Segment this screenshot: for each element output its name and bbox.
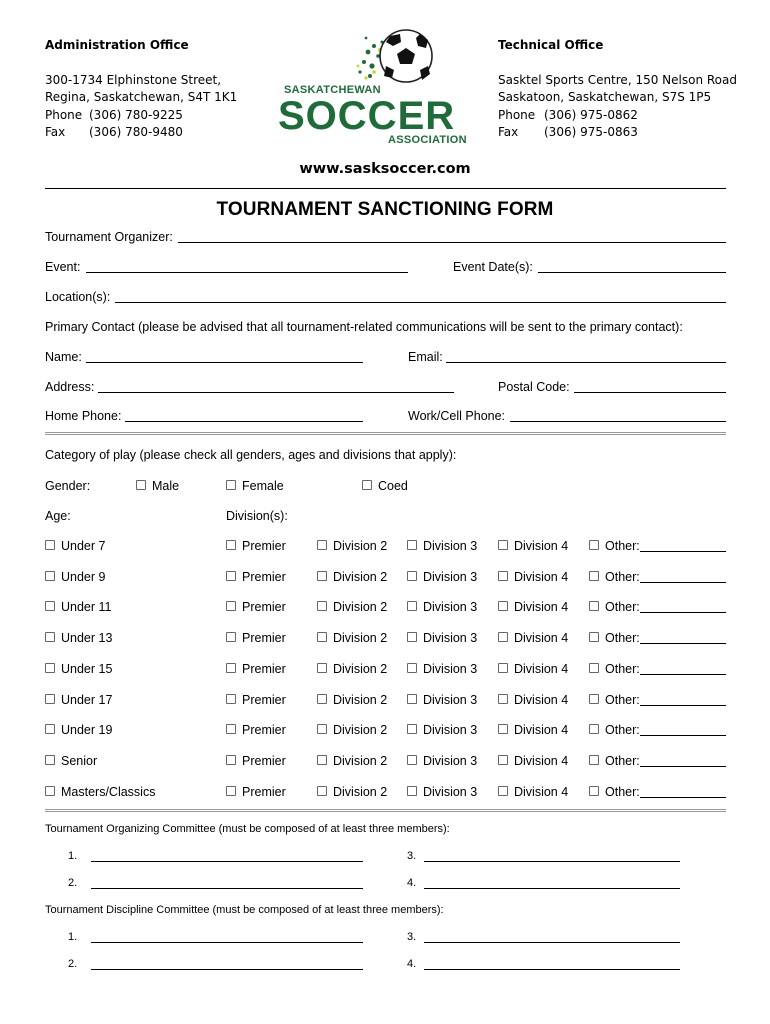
name-field[interactable] <box>86 362 363 363</box>
division-option[interactable] <box>317 570 387 584</box>
checkbox-icon[interactable] <box>45 786 55 796</box>
header-divider <box>45 188 726 189</box>
admin-office-title: Administration Office <box>45 38 189 52</box>
division-option[interactable] <box>317 693 387 707</box>
division-option-label: Division 4 <box>514 753 569 768</box>
association-logo <box>270 26 470 150</box>
checkbox-icon[interactable] <box>498 540 508 550</box>
division-option[interactable] <box>407 754 477 768</box>
checkbox-icon[interactable] <box>498 786 508 796</box>
division-option[interactable] <box>498 539 568 553</box>
division-option-label: Division 2 <box>333 661 388 676</box>
division-option[interactable] <box>407 570 477 584</box>
tech-address-line1: Sasktel Sports Centre, 150 Nelson Road <box>498 72 737 87</box>
checkbox-icon[interactable] <box>317 632 327 642</box>
checkbox-icon[interactable] <box>226 540 236 550</box>
division-option-label: Division 4 <box>514 784 569 799</box>
division-option[interactable] <box>226 785 286 799</box>
checkbox-icon[interactable] <box>589 724 599 734</box>
division-option-label: Premier <box>242 600 286 615</box>
division-option[interactable] <box>589 600 640 614</box>
division-option[interactable] <box>226 662 286 676</box>
division-option-label: Other: <box>605 753 640 768</box>
age-label: Age: <box>45 509 71 523</box>
gender-female-option[interactable] <box>226 479 284 493</box>
age-option[interactable] <box>45 631 112 645</box>
checkbox-icon[interactable] <box>226 632 236 642</box>
checkbox-icon[interactable] <box>498 724 508 734</box>
logo-bottom-text: ASSOCIATION <box>388 134 467 146</box>
member-number: 4. <box>407 877 417 889</box>
organizing-committee-label: Tournament Organizing Committee (must be composed of at least three members): <box>45 823 450 835</box>
division-option[interactable] <box>407 785 477 799</box>
primary-contact-label: Primary Contact (please be advised that all tournament-related communications will be sent to the primary contact): <box>45 320 683 334</box>
division-option-label: Other: <box>605 692 640 707</box>
age-option-label: Masters/Classics <box>61 784 156 799</box>
checkbox-icon[interactable] <box>45 755 55 765</box>
division-option-label: Division 3 <box>423 692 478 707</box>
section-divider <box>45 809 726 812</box>
division-option[interactable] <box>498 570 568 584</box>
checkbox-icon[interactable] <box>589 632 599 642</box>
division-option[interactable] <box>589 631 640 645</box>
organizer-field[interactable] <box>178 242 726 243</box>
work-phone-field[interactable] <box>510 421 726 422</box>
checkbox-icon[interactable] <box>407 571 417 581</box>
section-divider <box>45 432 726 435</box>
division-option[interactable] <box>589 723 640 737</box>
checkbox-icon[interactable] <box>226 786 236 796</box>
member-number: 2. <box>68 877 78 889</box>
division-option[interactable] <box>498 693 568 707</box>
division-option[interactable] <box>498 723 568 737</box>
organizer-label: Tournament Organizer: <box>45 230 173 244</box>
division-option-label: Premier <box>242 723 286 738</box>
division-option[interactable] <box>407 693 477 707</box>
checkbox-icon[interactable] <box>226 755 236 765</box>
other-division-field[interactable] <box>640 582 726 583</box>
tech-fax: (306) 975-0863 <box>544 125 638 139</box>
website-link[interactable]: www.sasksoccer.com <box>299 161 471 177</box>
division-option[interactable] <box>317 631 387 645</box>
checkbox-icon[interactable] <box>317 663 327 673</box>
admin-fax-label: Fax <box>45 125 66 139</box>
name-label: Name: <box>45 350 82 364</box>
checkbox-icon[interactable] <box>498 632 508 642</box>
age-option-label: Senior <box>61 753 98 768</box>
admin-address-line2: Regina, Saskatchewan, S4T 1K1 <box>45 90 238 104</box>
checkbox-icon[interactable] <box>498 755 508 765</box>
email-label: Email: <box>408 350 443 364</box>
division-option[interactable] <box>498 631 568 645</box>
other-division-field[interactable] <box>640 643 726 644</box>
division-option[interactable] <box>407 631 477 645</box>
admin-phone-label: Phone <box>45 107 83 122</box>
checkbox-icon[interactable] <box>589 571 599 581</box>
other-division-field[interactable] <box>640 797 726 798</box>
division-option[interactable] <box>317 785 387 799</box>
division-label: Division(s): <box>226 509 288 523</box>
division-option-label: Division 3 <box>423 723 478 738</box>
division-option[interactable] <box>317 662 387 676</box>
checkbox-icon[interactable] <box>317 571 327 581</box>
division-option-label: Division 3 <box>423 661 478 676</box>
division-option-label: Division 2 <box>333 569 388 584</box>
division-option-label: Division 4 <box>514 569 569 584</box>
checkbox-icon[interactable] <box>226 724 236 734</box>
division-option[interactable] <box>589 662 640 676</box>
division-option-label: Other: <box>605 784 640 799</box>
division-option[interactable] <box>589 570 640 584</box>
home-phone-label: Home Phone: <box>45 409 122 423</box>
age-option[interactable] <box>45 723 112 737</box>
division-option-label: Premier <box>242 539 286 553</box>
checkbox-icon[interactable] <box>498 663 508 673</box>
age-option[interactable] <box>45 662 112 676</box>
division-option-label: Division 4 <box>514 723 569 738</box>
admin-office <box>45 37 237 142</box>
division-option-label: Other: <box>605 661 640 676</box>
checkbox-icon[interactable] <box>226 480 236 490</box>
division-option-label: Division 4 <box>514 631 569 646</box>
member-name-field[interactable] <box>91 861 363 862</box>
division-option-label: Division 2 <box>333 600 388 615</box>
checkbox-icon[interactable] <box>589 601 599 611</box>
checkbox-icon[interactable] <box>226 601 236 611</box>
checkbox-icon[interactable] <box>498 694 508 704</box>
division-option-label: Division 3 <box>423 600 478 615</box>
division-option-label: Division 3 <box>423 569 478 584</box>
division-option[interactable] <box>589 785 640 799</box>
locations-field[interactable] <box>115 302 726 303</box>
member-name-field[interactable] <box>424 969 680 970</box>
division-option-label: Division 2 <box>333 723 388 738</box>
division-option-label: Premier <box>242 661 286 676</box>
division-option[interactable] <box>226 600 286 614</box>
age-option[interactable] <box>45 693 112 707</box>
division-option[interactable] <box>226 570 286 584</box>
division-option-label: Division 3 <box>423 784 478 799</box>
division-option-label: Division 3 <box>423 631 478 646</box>
tech-address-line2: Saskatoon, Saskatchewan, S7S 1P5 <box>498 90 712 104</box>
checkbox-icon[interactable] <box>45 724 55 734</box>
gender-coed-label: Coed <box>378 479 408 493</box>
checkbox-icon[interactable] <box>407 601 417 611</box>
postal-code-field[interactable] <box>574 392 726 393</box>
checkbox-icon[interactable] <box>45 601 55 611</box>
checkbox-icon[interactable] <box>498 571 508 581</box>
division-option-label: Division 2 <box>333 692 388 707</box>
checkbox-icon[interactable] <box>407 786 417 796</box>
checkbox-icon[interactable] <box>317 601 327 611</box>
division-option-label: Premier <box>242 631 286 646</box>
locations-label: Location(s): <box>45 290 111 304</box>
member-name-field[interactable] <box>424 888 680 889</box>
division-option[interactable] <box>589 754 640 768</box>
checkbox-icon[interactable] <box>226 694 236 704</box>
member-name-field[interactable] <box>424 861 680 862</box>
division-option-label: Division 2 <box>333 753 388 768</box>
division-option-label: Division 4 <box>514 600 569 615</box>
division-option-label: Other: <box>605 631 640 646</box>
division-option[interactable] <box>589 539 640 553</box>
member-number: 1. <box>68 931 78 943</box>
division-option-label: Division 2 <box>333 631 388 646</box>
division-option[interactable] <box>407 662 477 676</box>
age-option[interactable] <box>45 785 155 799</box>
division-option[interactable] <box>226 693 286 707</box>
discipline-committee-label: Tournament Discipline Committee (must be composed of at least three members): <box>45 904 444 916</box>
tech-phone: (306) 975-0862 <box>544 107 638 122</box>
division-option-label: Other: <box>605 539 640 553</box>
division-option[interactable] <box>317 539 387 553</box>
division-option[interactable] <box>407 723 477 737</box>
checkbox-icon[interactable] <box>589 786 599 796</box>
member-number: 2. <box>68 958 78 970</box>
address-field[interactable] <box>98 392 454 393</box>
checkbox-icon[interactable] <box>362 480 372 490</box>
division-option[interactable] <box>226 754 286 768</box>
division-option[interactable] <box>317 600 387 614</box>
address-label: Address: <box>45 380 95 394</box>
checkbox-icon[interactable] <box>45 663 55 673</box>
checkbox-icon[interactable] <box>136 480 146 490</box>
tech-phone-label: Phone <box>498 107 536 122</box>
other-division-field[interactable] <box>640 674 726 675</box>
category-intro: Category of play (please check all genders, ages and divisions that apply): <box>45 448 457 462</box>
checkbox-icon[interactable] <box>407 540 417 550</box>
age-option-label: Under 17 <box>61 692 113 707</box>
age-option-label: Under 9 <box>61 569 106 584</box>
checkbox-icon[interactable] <box>407 694 417 704</box>
work-phone-label: Work/Cell Phone: <box>408 409 506 423</box>
age-option[interactable] <box>45 570 105 584</box>
division-option-label: Other: <box>605 600 640 615</box>
gender-label: Gender: <box>45 479 91 493</box>
checkbox-icon[interactable] <box>589 694 599 704</box>
division-option-label: Division 2 <box>333 784 388 799</box>
gender-female-label: Female <box>242 479 284 493</box>
member-number: 1. <box>68 850 78 862</box>
division-option[interactable] <box>407 600 477 614</box>
division-option[interactable] <box>226 723 286 737</box>
admin-phone: (306) 780-9225 <box>89 107 183 122</box>
division-option-label: Division 3 <box>423 753 478 768</box>
checkbox-icon[interactable] <box>407 663 417 673</box>
checkbox-icon[interactable] <box>317 694 327 704</box>
gender-coed-option[interactable] <box>362 479 408 493</box>
admin-address-line1: 300-1734 Elphinstone Street, <box>45 72 222 87</box>
member-number: 3. <box>407 850 417 862</box>
checkbox-icon[interactable] <box>589 755 599 765</box>
age-option-label: Under 19 <box>61 723 113 738</box>
checkbox-icon[interactable] <box>407 724 417 734</box>
gender-male-option[interactable] <box>136 479 179 493</box>
division-option-label: Division 4 <box>514 539 569 553</box>
tech-fax-label: Fax <box>498 125 519 139</box>
checkbox-icon[interactable] <box>45 632 55 642</box>
division-option-label: Division 4 <box>514 692 569 707</box>
checkbox-icon[interactable] <box>45 571 55 581</box>
home-phone-field[interactable] <box>125 421 363 422</box>
checkbox-icon[interactable] <box>45 694 55 704</box>
division-option-label: Other: <box>605 569 640 584</box>
logo-top-text: SASKATCHEWAN <box>284 84 381 96</box>
checkbox-icon[interactable] <box>226 571 236 581</box>
checkbox-icon[interactable] <box>407 632 417 642</box>
checkbox-icon[interactable] <box>317 755 327 765</box>
form-title: TOURNAMENT SANCTIONING FORM <box>216 199 554 220</box>
event-field[interactable] <box>86 272 408 273</box>
division-option[interactable] <box>407 539 477 553</box>
checkbox-icon[interactable] <box>45 540 55 550</box>
division-option-label: Premier <box>242 753 286 768</box>
division-option[interactable] <box>317 754 387 768</box>
checkbox-icon[interactable] <box>589 663 599 673</box>
checkbox-icon[interactable] <box>317 724 327 734</box>
age-option-label: Under 7 <box>61 539 106 553</box>
age-option-label: Under 15 <box>61 661 113 676</box>
checkbox-icon[interactable] <box>317 540 327 550</box>
member-number: 3. <box>407 931 417 943</box>
division-option[interactable] <box>226 539 286 553</box>
event-dates-label: Event Date(s): <box>453 260 533 274</box>
other-division-field[interactable] <box>640 551 726 552</box>
division-option-label: Division 3 <box>423 539 478 553</box>
member-name-field[interactable] <box>424 942 680 943</box>
postal-code-label: Postal Code: <box>498 380 570 394</box>
division-option[interactable] <box>226 631 286 645</box>
gender-male-label: Male <box>152 479 180 493</box>
member-number: 4. <box>407 958 417 970</box>
division-option-label: Premier <box>242 569 286 584</box>
member-name-field[interactable] <box>91 969 363 970</box>
other-division-field[interactable] <box>640 735 726 736</box>
age-option-label: Under 13 <box>61 631 113 646</box>
tech-office-title: Technical Office <box>498 38 604 52</box>
division-option-label: Other: <box>605 723 640 738</box>
division-option[interactable] <box>498 662 568 676</box>
age-option-label: Under 11 <box>61 600 112 615</box>
checkbox-icon[interactable] <box>226 663 236 673</box>
division-option[interactable] <box>498 754 568 768</box>
division-option[interactable] <box>317 723 387 737</box>
member-name-field[interactable] <box>91 942 363 943</box>
tech-office <box>498 37 737 142</box>
checkbox-icon[interactable] <box>589 540 599 550</box>
checkbox-icon[interactable] <box>498 601 508 611</box>
other-division-field[interactable] <box>640 612 726 613</box>
other-division-field[interactable] <box>640 766 726 767</box>
checkbox-icon[interactable] <box>317 786 327 796</box>
division-option-label: Division 4 <box>514 661 569 676</box>
event-dates-field[interactable] <box>538 272 726 273</box>
logo-main-text: SOCCER <box>278 94 456 138</box>
division-option-label: Premier <box>242 692 286 707</box>
division-option-label: Premier <box>242 784 286 799</box>
other-division-field[interactable] <box>640 705 726 706</box>
email-field[interactable] <box>446 362 726 363</box>
age-option[interactable] <box>45 600 112 614</box>
checkbox-icon[interactable] <box>407 755 417 765</box>
member-name-field[interactable] <box>91 888 363 889</box>
division-option[interactable] <box>498 785 568 799</box>
age-option[interactable] <box>45 754 97 768</box>
admin-fax: (306) 780-9480 <box>89 125 183 139</box>
division-option-label: Division 2 <box>333 539 388 553</box>
event-label: Event: <box>45 260 81 274</box>
age-option[interactable] <box>45 539 105 553</box>
division-option[interactable] <box>589 693 640 707</box>
division-option[interactable] <box>498 600 568 614</box>
